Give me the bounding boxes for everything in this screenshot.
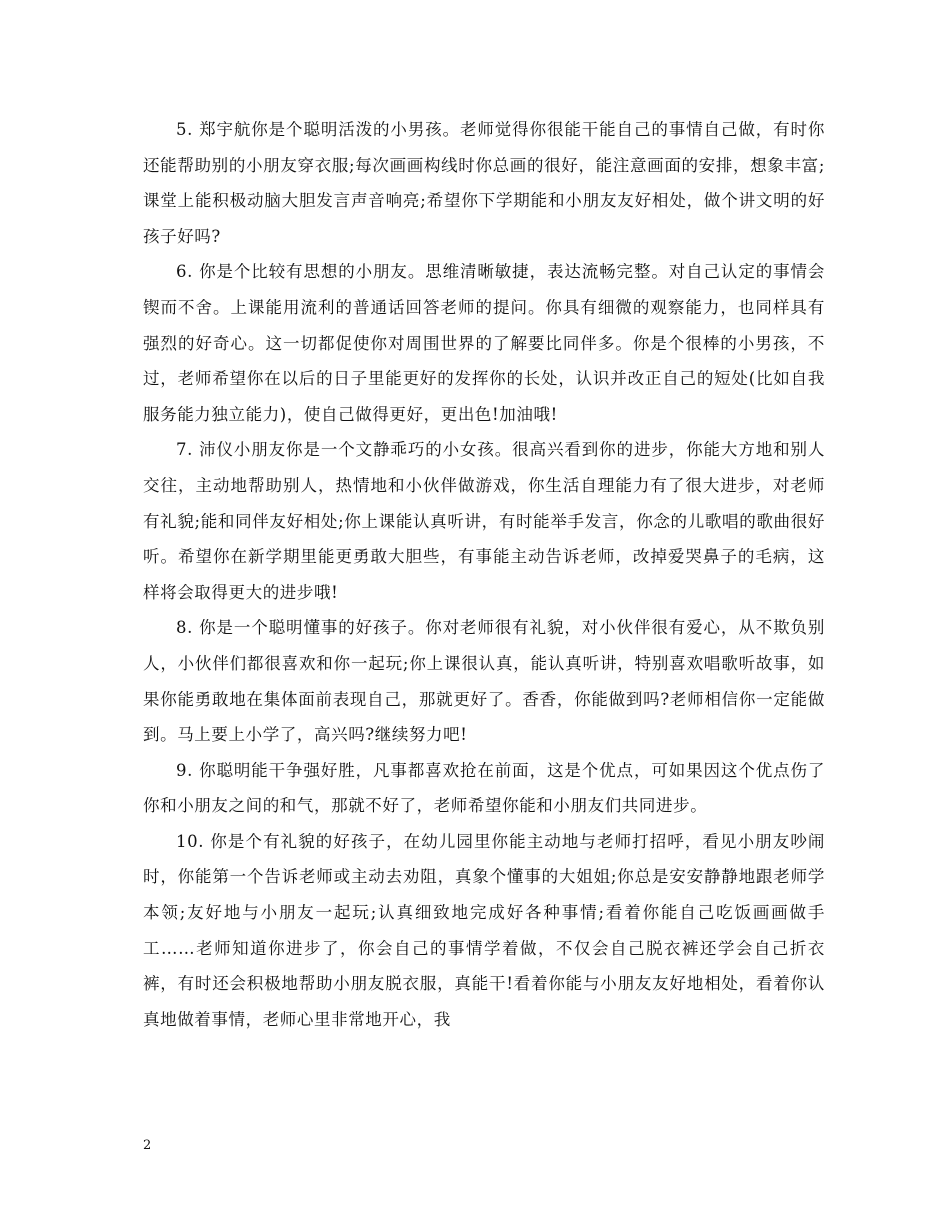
paragraph-8: 8. 你是一个聪明懂事的好孩子。你对老师很有礼貌，对小伙伴很有爱心，从不欺负别人，小伙伴们都很喜欢和你一起玩;你上课很认真，能认真听讲，特别喜欢唱歌听故事，如果你能勇敢地在集体面前表现自己，那就更好了。香香，你能做到吗?老师相信你一定能做到。马上要上小学了，高兴吗?继续努力吧!: [143, 618, 825, 745]
document-body: [143, 112, 825, 1037]
paragraph-5: 5. 郑宇航你是个聪明活泼的小男孩。老师觉得你很能干能自己的事情自己做，有时你还能帮助别的小朋友穿衣服;每次画画构线时你总画的很好，能注意画面的安排，想象丰富;课堂上能积极动脑大胆发言声音响亮;希望你下学期能和小朋友友好相处，做个讲文明的好孩子好吗?: [143, 120, 825, 246]
paragraph-9: 9. 你聪明能干争强好胜，凡事都喜欢抢在前面，这是个优点，可如果因这个优点伤了你和小朋友之间的和气，那就不好了，老师希望你能和小朋友们共同进步。: [143, 760, 825, 816]
paragraph-10: 10. 你是个有礼貌的好孩子，在幼儿园里你能主动地与老师打招呼，看见小朋友吵闹时，你能第一个告诉老师或主动去劝阻，真象个懂事的大姐姐;你总是安安静静地跟老师学本领;友好地与小朋友一起玩;认真细致地完成好各种事情;看着你能自己吃饭画画做手工……老师知道你进步了，你会自己的事情学着做，不仅会自己脱衣裤还学会自己折衣裤，有时还会积极地帮助小朋友脱衣服，真能干!看着你能与小朋友友好地相处，看着你认真地做着事情，老师心里非常地开心，我: [143, 831, 825, 1029]
paragraph-6: 6. 你是个比较有思想的小朋友。思维清晰敏捷，表达流畅完整。对自己认定的事情会锲而不舍。上课能用流利的普通话回答老师的提问。你具有细微的观察能力，也同样具有强烈的好奇心。这一切都促使你对周围世界的了解要比同伴多。你是个很棒的小男孩，不过，老师希望你在以后的日子里能更好的发挥你的长处，认识并改正自己的短处(比如自我服务能力独立能力)，使自己做得更好，更出色!加油哦!: [143, 262, 825, 424]
paragraph-7: 7. 沛仪小朋友你是一个文静乖巧的小女孩。很高兴看到你的进步，你能大方地和别人交往，主动地帮助别人，热情地和小伙伴做游戏，你生活自理能力有了很大进步，对老师有礼貌;能和同伴友好相处;你上课能认真听讲，有时能举手发言，你念的儿歌唱的歌曲很好听。希望你在新学期里能更勇敢大胆些，有事能主动告诉老师，改掉爱哭鼻子的毛病，这样将会取得更大的进步哦!: [143, 440, 825, 602]
page-number: 2: [143, 1138, 152, 1153]
